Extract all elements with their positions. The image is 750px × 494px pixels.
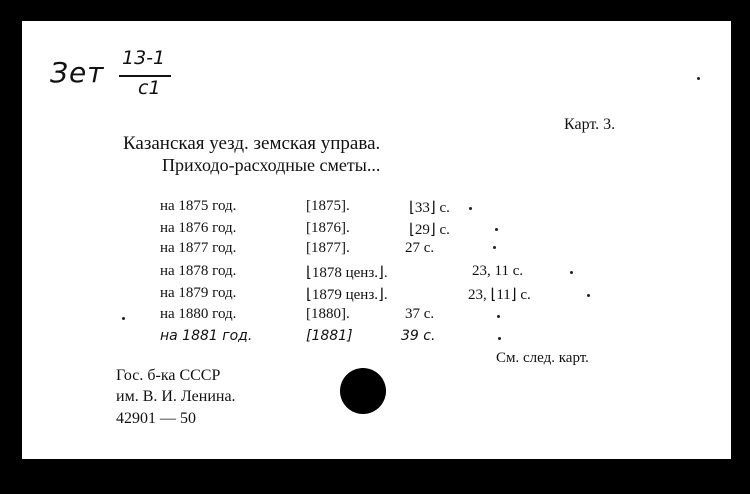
entry-pages-handwritten: 39 с. bbox=[401, 328, 436, 344]
entry-pages: 23, 11 с. bbox=[472, 263, 524, 279]
entry-year: на 1879 год. bbox=[160, 285, 237, 301]
entry-year: на 1878 год. bbox=[160, 263, 237, 279]
print-number: 42901 — 50 bbox=[116, 410, 196, 427]
entry-bracket: ⌊1878 ценз.⌋. bbox=[306, 265, 388, 281]
entry-year: на 1880 год. bbox=[160, 306, 237, 322]
entry-bracket: [1875]. bbox=[306, 198, 350, 214]
speck bbox=[587, 294, 590, 297]
speck bbox=[493, 246, 496, 249]
speck bbox=[497, 315, 500, 318]
entry-bracket: [1880]. bbox=[306, 306, 350, 322]
speck bbox=[495, 228, 498, 231]
card-subtitle: Приходо-расходные сметы... bbox=[162, 155, 381, 175]
entry-pages: ⌊29⌋ с. bbox=[409, 222, 450, 238]
speck bbox=[697, 77, 700, 80]
entry-year: на 1875 год. bbox=[160, 198, 237, 214]
entry-pages: ⌊33⌋ с. bbox=[409, 200, 450, 216]
library-name: Гос. б-ка СССР bbox=[116, 367, 221, 384]
entry-year-handwritten: на 1881 год. bbox=[160, 328, 253, 344]
see-next-card: См. след. карт. bbox=[496, 350, 589, 366]
speck bbox=[122, 317, 125, 320]
card-title: Казанская уезд. земская управа. bbox=[123, 133, 381, 154]
catalog-card bbox=[22, 21, 731, 459]
entry-bracket: [1876]. bbox=[306, 220, 350, 236]
entry-pages: 27 с. bbox=[405, 240, 435, 256]
library-dedication: им. В. И. Ленина. bbox=[116, 388, 236, 405]
handwritten-code-numerator: 13-1 bbox=[122, 47, 166, 69]
entry-bracket: ⌊1879 ценз.⌋. bbox=[306, 287, 388, 303]
entry-year: на 1877 год. bbox=[160, 240, 237, 256]
card-number: Карт. 3. bbox=[564, 116, 616, 133]
entry-year: на 1876 год. bbox=[160, 220, 237, 236]
entry-bracket-handwritten: [1881] bbox=[306, 328, 353, 344]
handwritten-code-denominator: c1 bbox=[138, 77, 161, 99]
handwritten-code: Зет bbox=[50, 56, 105, 89]
entry-pages: 23, ⌊11⌋ с. bbox=[468, 287, 531, 303]
speck bbox=[498, 337, 501, 340]
punch-hole bbox=[340, 368, 386, 414]
speck bbox=[570, 271, 573, 274]
entry-pages: 37 с. bbox=[405, 306, 435, 322]
speck bbox=[469, 207, 472, 210]
entry-bracket: [1877]. bbox=[306, 240, 350, 256]
